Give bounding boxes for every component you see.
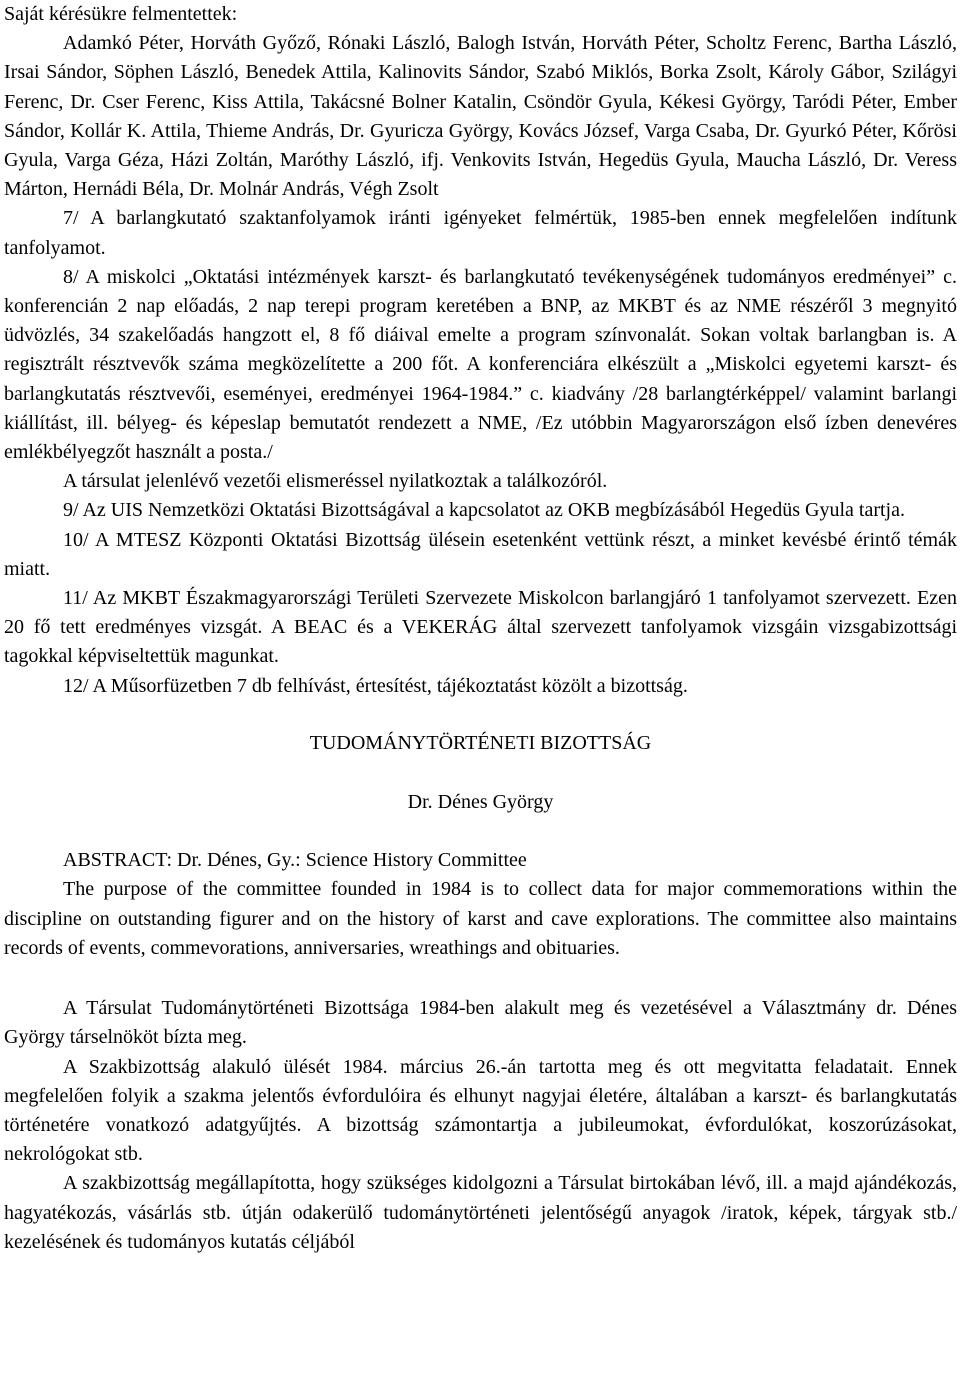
paragraph-item-11: 11/ Az MKBT Északmagyarországi Területi Szervezete Miskolcon barlangjáró 1 tanfolyamot szervezett. Ezen 20 fő tett eredményes vizsgát. A BEAC és a VEKERÁG által szervezett tanfolyamok vizsgáin vizsgabizottsági tagokkal képviseltettük magunkat. [4,587,957,668]
spacer [4,758,957,788]
section-author: Dr. Dénes György [407,791,554,814]
section-title: TUDOMÁNYTÖRTÉNETI BIZOTTSÁG [309,731,652,754]
intro-label: Saját kérésükre felmentettek: [4,3,238,25]
paragraph-society-remark: A társulat jelenlévő vezetői elismeréssel nyilatkoztak a találkozóról. [63,470,608,493]
abstract-text: The purpose of the committee founded in 1984 is to collect data for major commemorations within the discipline on outstanding figurer and on the history of karst and cave explorations. The committee also maintains records of events, commevorations, anniversaries, wreathings and obituaries. [4,878,957,959]
paragraph-item-9: 9/ Az UIS Nemzetközi Oktatási Bizottságával a kapcsolatot az OKB megbízásából Hegedüs Gyula tartja. [63,499,905,522]
paragraph-collection-handling: A szakbizottság megállapította, hogy szükséges kidolgozni a Társulat birtokában lévő, ill. a majd ajándékozás, hagyatékozás, vásárlás stb. útján odakerülő tudománytörténeti jelentőségű anyagok /iratok, képek, tárgyak stb./ kezelésének és tudományos kutatás céljából [4,1172,957,1253]
document-page [4,0,957,1257]
paragraph-item-8: 8/ A miskolci „Oktatási intézmények karszt- és barlangkutató tevékenységének tudományos eredményei” c. konferencián 2 nap előadás, 2 nap terepi program keretében a BNP, az MKBT és az NME részéről 3 megnyitó üdvözlés, 34 szakelőadás hangzott el, 8 fő diáival emelte a program színvonalát. Sokan voltak barlangban is. A regisztrált résztvevők száma megközelítette a 200 főt. A konferenciára elkészült a „Miskolci egyetemi karszt- és barlangkutatás résztvevői, eseményei, eredményei 1964-1984.” c. kiadvány /28 barlangtérképpel/ valamint barlangi kiállítást, ill. bélyeg- és képeslap bemutatót rendezett a NME, /Ez utóbbin Magyarországon első ízben denevéres emlékbélyegzőt használt a posta./ [4,265,957,464]
paragraph-first-meeting: A Szakbizottság alakuló ülését 1984. március 26.-án tartotta meg és ott megvitatta feladatait. Ennek megfelelően folyik a szakma jelentős évfordulóira és elhunyt nagyjai életére, általában a karszt- és barlangkutatás történetére vonatkozó adatgyűjtés. A bizottság számontartja a jubileumokat, évfordulókat, koszorúzásokat, nekrológokat stb. [4,1055,957,1166]
paragraph-item-7: 7/ A barlangkutató szaktanfolyamok iránti igényeket felmértük, 1985-ben ennek megfelelően indítunk tanfolyamot. [4,207,957,259]
spacer [4,701,957,729]
member-list-paragraph: Adamkó Péter, Horváth Győző, Rónaki László, Balogh István, Horváth Péter, Scholtz Ferenc, Bartha László, Irsai Sándor, Söphen László, Benedek Attila, Kalinovits Sándor, Szabó Miklós, Borka Zsolt, Károly Gábor, Szilágyi Ferenc, Dr. Cser Ferenc, Kiss Attila, Takácsné Bolner Katalin, Csöndör Gyula, Kékesi György, Taródi Péter, Ember Sándor, Kollár K. Attila, Thieme András, Dr. Gyuricza György, Kovács József, Varga Csaba, Dr. Gyurkó Péter, Kőrösi Gyula, Varga Géza, Házi Zoltán, Maróthy László, ifj. Venkovits István, Hegedüs Gyula, Maucha László, Dr. Veress Márton, Hernádi Béla, Dr. Molnár András, Végh Zsolt [4,32,957,201]
abstract-heading: ABSTRACT: Dr. Dénes, Gy.: Science History Committee [63,849,527,872]
abstract-block [4,846,957,963]
paragraph-founding: A Társulat Tudománytörténeti Bizottsága 1984-ben alakult meg és vezetésével a Választmány dr. Dénes György társelnököt bízta meg. [4,997,957,1049]
spacer [4,963,957,994]
spacer [4,817,957,846]
paragraph-item-10: 10/ A MTESZ Központi Oktatási Bizottság ülésein esetenként vettünk részt, a minket kevésbé érintő témák miatt. [4,528,957,580]
paragraph-item-12: 12/ A Műsorfüzetben 7 db felhívást, értesítést, tájékoztatást közölt a bizottság. [63,674,688,697]
